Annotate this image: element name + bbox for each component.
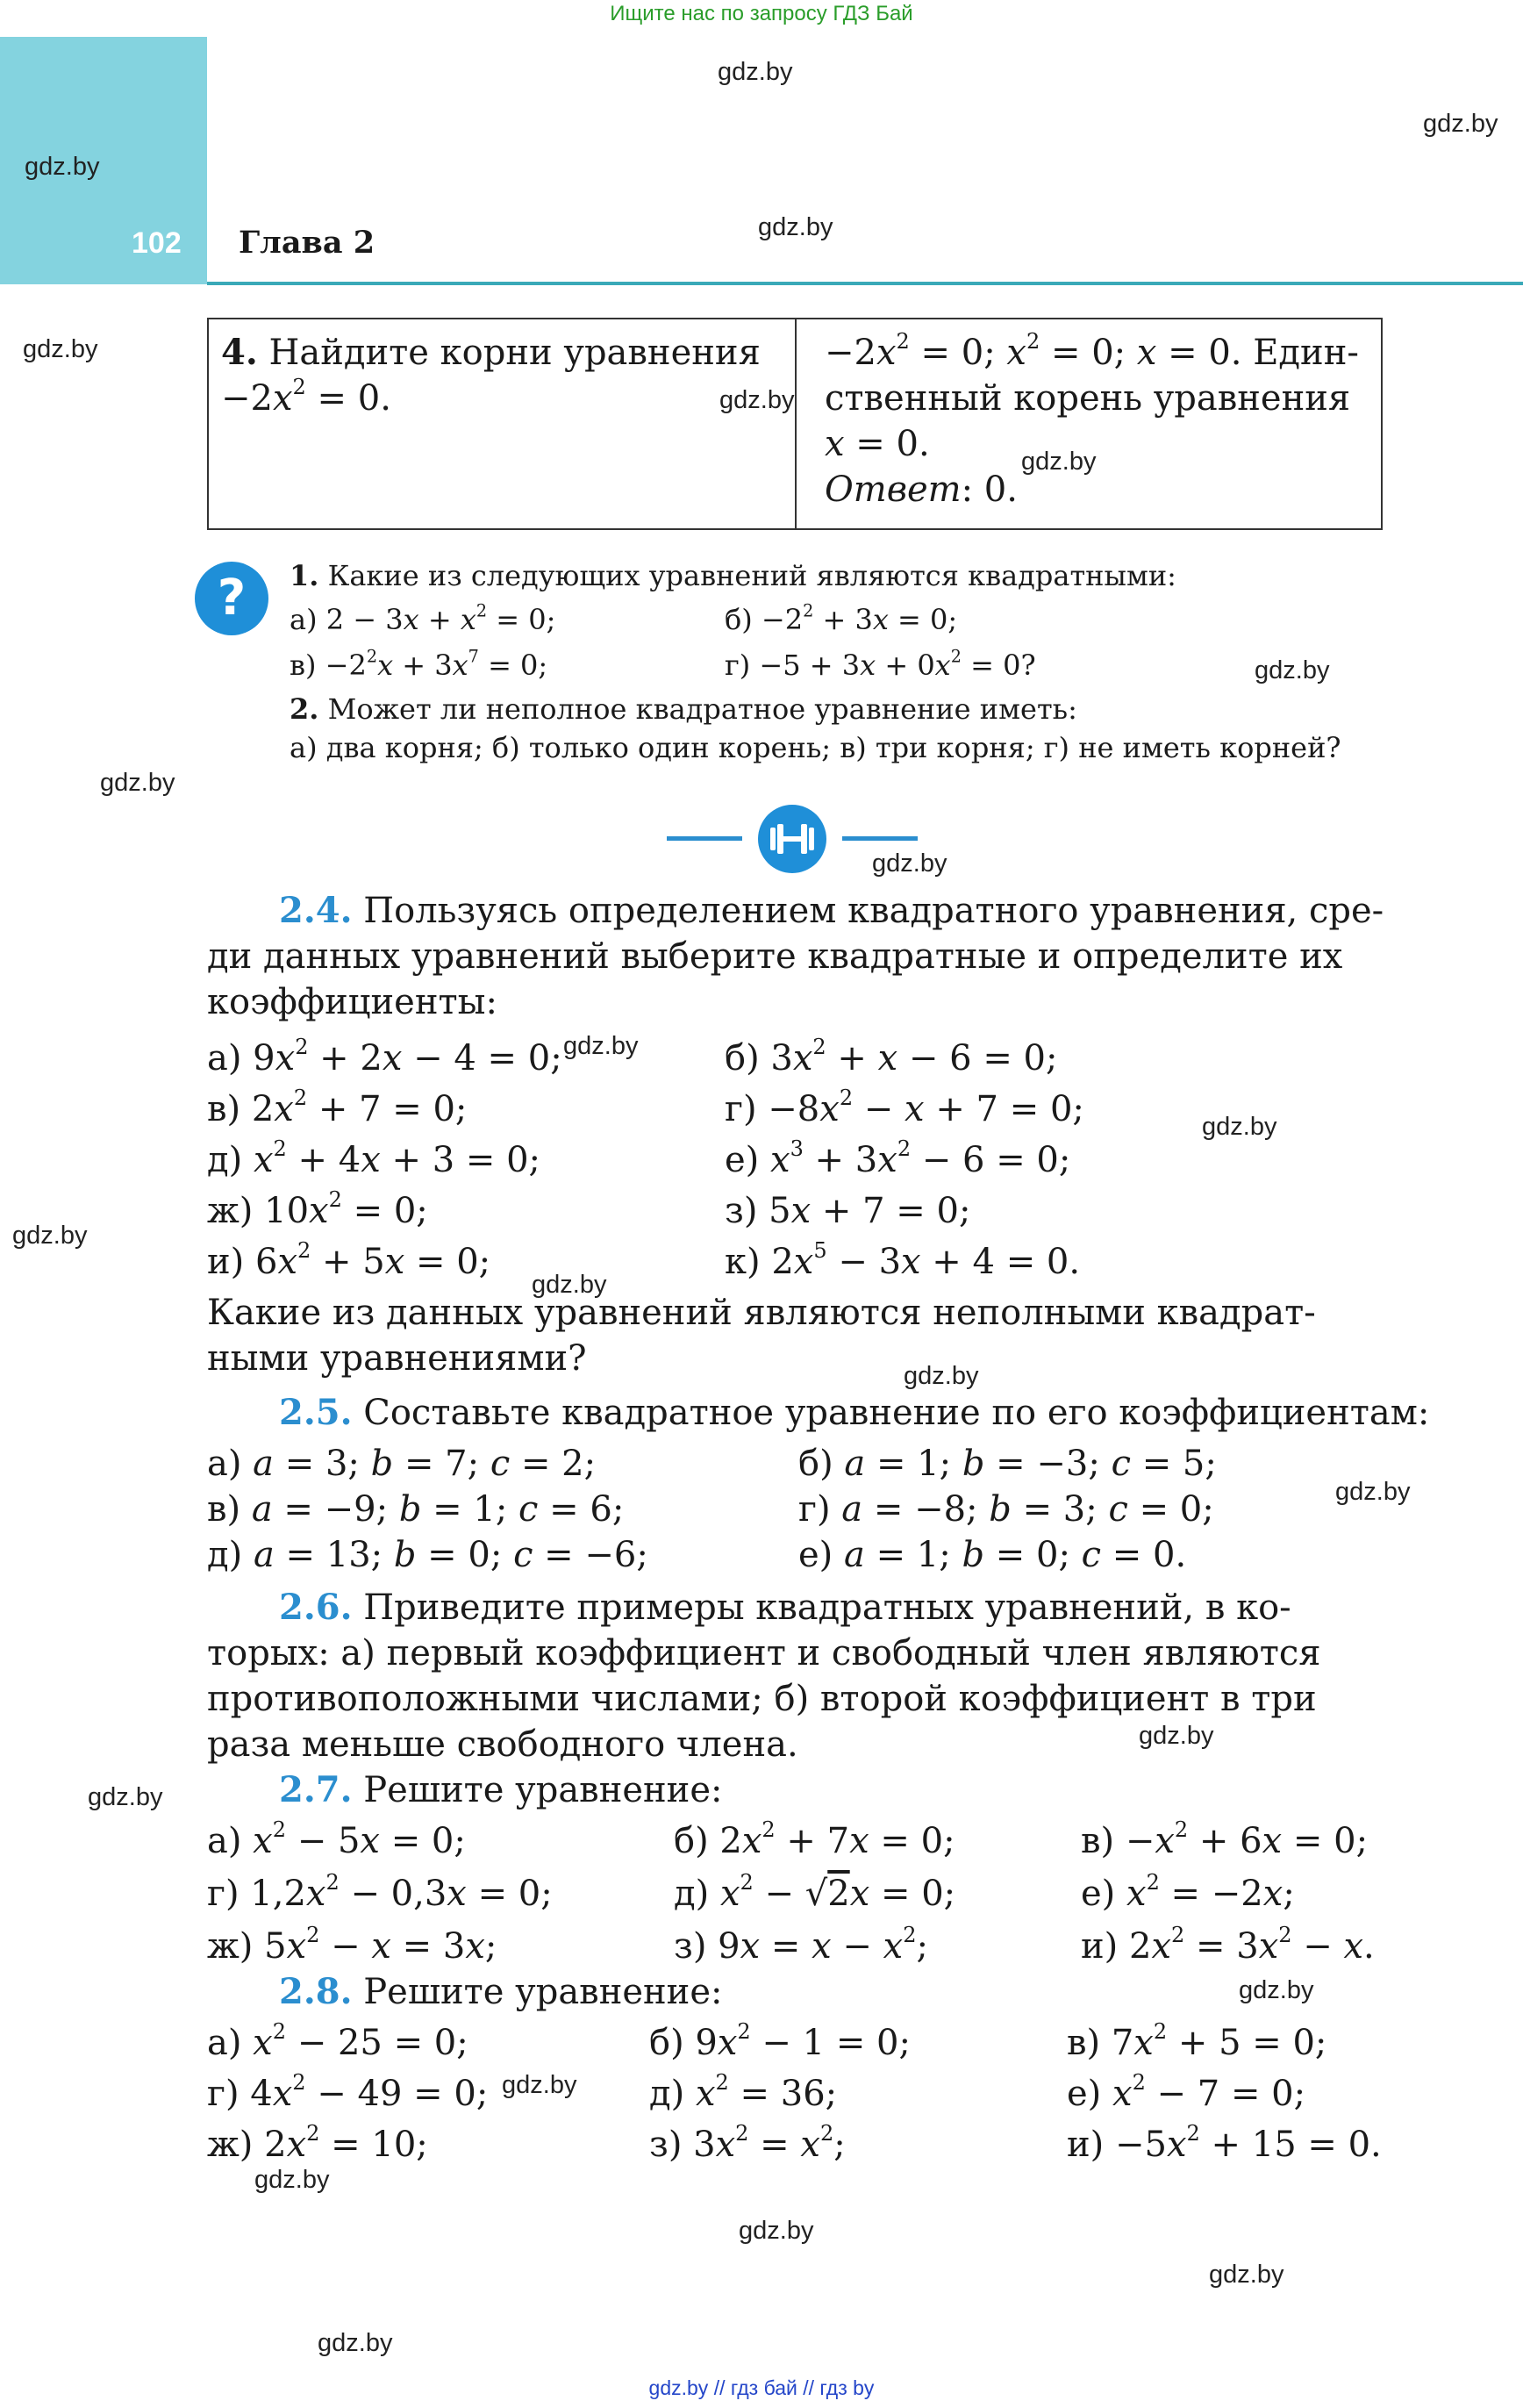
- watermark: gdz.by: [1139, 1722, 1214, 1750]
- ex26-line2: торых: а) первый коэффициент и свободный член являются: [207, 1633, 1321, 1673]
- watermark: gdz.by: [719, 386, 795, 414]
- watermark: gdz.by: [532, 1271, 607, 1299]
- watermark: gdz.by: [318, 2329, 393, 2357]
- exercises-divider-right: [842, 836, 918, 841]
- watermark: gdz.by: [739, 2217, 814, 2245]
- watermark: gdz.by: [1423, 110, 1498, 138]
- exercises-divider-left: [667, 836, 742, 841]
- example-answer: Ответ: 0.: [825, 469, 1018, 510]
- footer-links[interactable]: gdz.by // гдз бай // гдз by: [648, 2376, 875, 2399]
- ex26-line4: раза меньше свободного члена.: [207, 1724, 798, 1765]
- ex24-line2: ди данных уравнений выберите квадратные и определите их: [207, 936, 1343, 977]
- ex27-line1: 2.7. Решите уравнение:: [279, 1769, 723, 1810]
- example-task-line1: 4. Найдите корни уравнения: [221, 332, 761, 373]
- dumbbell-icon: [758, 805, 826, 873]
- ex25-item: а) a = 3; b = 7; c = 2;: [207, 1444, 597, 1484]
- watermark: gdz.by: [1021, 448, 1097, 476]
- example-solution-line2: ственный корень уравнения: [825, 378, 1351, 419]
- ex24-item: к) $2x^5 - 3x + 4 = 0$.: [725, 1238, 1081, 1282]
- watermark: gdz.by: [872, 849, 947, 878]
- question-1d: $г) -5 + 3x + 0x^2 = 0$?: [725, 646, 1036, 682]
- question-1a: а) $2 - 3x + x^2 = 0$;: [290, 600, 556, 636]
- ex24-tail2: ными уравнениями?: [207, 1338, 587, 1379]
- watermark: gdz.by: [904, 1362, 979, 1390]
- watermark: gdz.by: [88, 1783, 163, 1811]
- question-2-options: а) два корня; б) только один корень; в) три корня; г) не иметь корней?: [290, 731, 1341, 764]
- ex27-item: $в) -x^2 + 6x = 0$;: [1081, 1817, 1369, 1861]
- ex28-item: а) $x^2 - 25 = 0$;: [207, 2019, 468, 2063]
- ex28-item: д) $x^2 = 36$;: [649, 2070, 838, 2114]
- ex27-item: б) $2x^2 + 7x = 0$;: [674, 1817, 955, 1861]
- watermark: gdz.by: [100, 769, 175, 797]
- ex28-line1: 2.8. Решите уравнение:: [279, 1971, 723, 2012]
- ex24-item: в) $2x^2 + 7 = 0$;: [207, 1086, 468, 1129]
- watermark: gdz.by: [1239, 1976, 1314, 2004]
- watermark: gdz.by: [254, 2166, 330, 2194]
- ex25-item: в) a = −9; b = 1; c = 6;: [207, 1489, 625, 1530]
- ex24-item: а) $9x^2 + 2x - 4 = 0$;: [207, 1035, 562, 1079]
- question-1: 1. Какие из следующих уравнений являются квадратными:: [290, 559, 1176, 592]
- ex27-item: д) $x^2 - √2x = 0$;: [674, 1870, 956, 1914]
- example-task-equation: $-2x^2 = 0$.: [221, 375, 391, 419]
- ex27-item: з) $9x = x - x^2$;: [674, 1923, 928, 1967]
- page-number: 102: [132, 226, 182, 260]
- ex27-item: е) $x^2 = -2x$;: [1081, 1870, 1295, 1914]
- ex24-item: д) $x^2 + 4x + 3 = 0$;: [207, 1136, 541, 1180]
- watermark: gdz.by: [758, 213, 833, 241]
- ex26-line1: 2.6. Приведите примеры квадратных уравнений, в ко-: [279, 1587, 1291, 1628]
- ex26-line3: противоположными числами; б) второй коэффициент в три: [207, 1679, 1317, 1719]
- question-2: 2. Может ли неполное квадратное уравнение иметь:: [290, 692, 1077, 726]
- question-icon: ?: [195, 562, 268, 635]
- top-banner[interactable]: Ищите нас по запросу ГДЗ Бай: [610, 2, 913, 25]
- ex24-item: е) $x^3 + 3x^2 - 6 = 0$;: [725, 1136, 1071, 1180]
- ex28-item: в) $7x^2 + 5 = 0$;: [1067, 2019, 1327, 2063]
- ex24-item: $г) -8x^2 - x + 7 = 0$;: [725, 1086, 1084, 1129]
- question-1b: $б) -2^2 + 3x = 0$;: [725, 600, 958, 636]
- watermark: gdz.by: [25, 153, 100, 181]
- ex28-item: $и) -5x^2 + 15 = 0$.: [1067, 2121, 1382, 2165]
- ex24-tail1: Какие из данных уравнений являются неполными квадрат-: [207, 1293, 1316, 1333]
- ex28-item: ж) $2x^2 = 10$;: [207, 2121, 428, 2165]
- ex25-item: е) a = 1; b = 0; c = 0.: [798, 1535, 1187, 1575]
- header-rule: [207, 282, 1523, 285]
- ex24-item: ж) $10x^2 = 0$;: [207, 1187, 428, 1231]
- ex27-item: а) $x^2 - 5x = 0$;: [207, 1817, 466, 1861]
- watermark: gdz.by: [1202, 1113, 1277, 1141]
- ex24-item: б) $3x^2 + x - 6 = 0$;: [725, 1035, 1058, 1079]
- watermark: gdz.by: [563, 1032, 639, 1060]
- ex25-item: д) a = 13; b = 0; c = −6;: [207, 1535, 648, 1575]
- question-1c: $в) -2^2x + 3x^7 = 0$;: [290, 646, 548, 682]
- ex28-item: б) $9x^2 - 1 = 0$;: [649, 2019, 911, 2063]
- ex24-line1: 2.4. Пользуясь определением квадратного уравнения, сре-: [279, 890, 1384, 931]
- watermark: gdz.by: [1209, 2261, 1284, 2289]
- ex28-item: е) $x^2 - 7 = 0$;: [1067, 2070, 1306, 2114]
- example-solution-line3: x = 0.: [825, 424, 930, 464]
- ex24-line3: коэффициенты:: [207, 982, 497, 1022]
- ex25-line1: 2.5. Составьте квадратное уравнение по его коэффициентам:: [279, 1392, 1430, 1433]
- watermark: gdz.by: [12, 1222, 88, 1250]
- ex24-item: з) 5x + 7 = 0;: [725, 1191, 971, 1231]
- ex25-item: б) a = 1; b = −3; c = 5;: [798, 1444, 1217, 1484]
- ex27-item: и) $2x^2 = 3x^2 - x$.: [1081, 1923, 1375, 1967]
- ex25-item: г) a = −8; b = 3; c = 0;: [798, 1489, 1214, 1530]
- watermark: gdz.by: [1335, 1478, 1411, 1506]
- watermark: gdz.by: [718, 58, 793, 86]
- watermark: gdz.by: [23, 335, 98, 363]
- ex27-item: ж) $5x^2 - x = 3x$;: [207, 1923, 497, 1967]
- example-solution-line1: $-2x^2 = 0$; $x^2 = 0$; x = 0. Един-: [825, 329, 1359, 373]
- ex27-item: г) $1,2x^2 - 0,3x = 0$;: [207, 1870, 553, 1914]
- ex28-item: з) $3x^2 = x^2$;: [649, 2121, 846, 2165]
- watermark: gdz.by: [1255, 656, 1330, 684]
- chapter-title: Глава 2: [239, 225, 375, 261]
- watermark: gdz.by: [502, 2071, 577, 2099]
- ex28-item: г) $4x^2 - 49 = 0$;: [207, 2070, 489, 2114]
- ex24-item: и) $6x^2 + 5x = 0$;: [207, 1238, 491, 1282]
